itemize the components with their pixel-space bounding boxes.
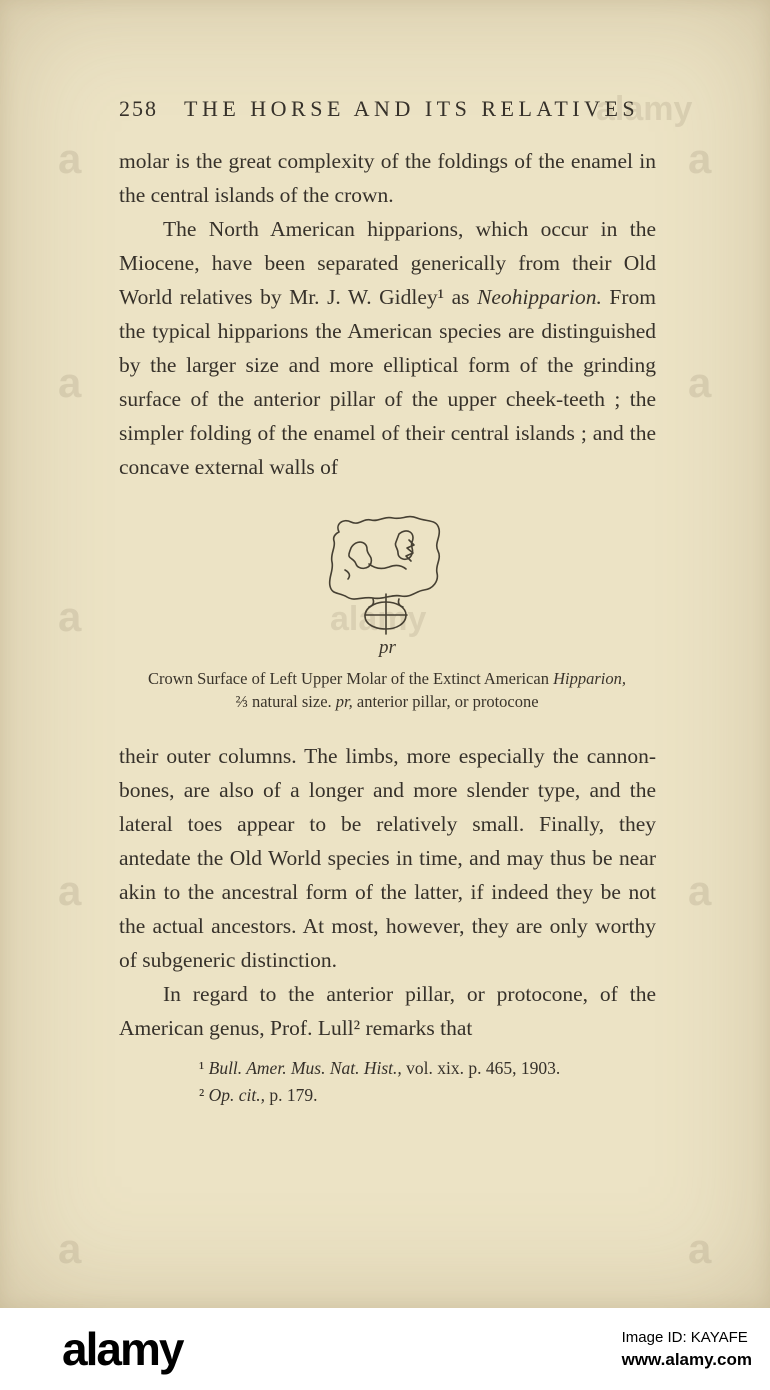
body-text-lower xyxy=(119,739,656,1045)
text-run: In regard to the anterior pillar, or protocone, of the American genus, Prof. Lull² remarks that xyxy=(119,982,656,1040)
text-run: molar is the great complexity of the foldings of the enamel in the central islands of the crown. xyxy=(119,149,656,207)
paragraph xyxy=(119,739,656,977)
molar-figure xyxy=(119,510,656,659)
italic-text-run: Neohipparion. xyxy=(477,285,602,309)
italic-text-run: pr, xyxy=(335,692,353,711)
image-id: Image ID: KAYAFE xyxy=(621,1328,748,1346)
watermark-text: a xyxy=(688,1225,712,1272)
watermark-text: a xyxy=(688,867,712,914)
watermark-text: a xyxy=(688,135,712,182)
italic-text-run: Hipparion, xyxy=(553,669,626,688)
footer-info xyxy=(622,1329,754,1370)
text-run: ⅔ natural size. xyxy=(235,692,336,711)
footnote xyxy=(199,1082,656,1109)
watermark-text: alamy xyxy=(596,90,693,128)
running-title: THE HORSE AND ITS RELATIVES xyxy=(184,96,640,121)
figure-caption-line xyxy=(67,667,707,690)
italic-text-run: Op. cit., xyxy=(208,1085,266,1105)
watermark-text: a xyxy=(688,359,712,406)
text-run: vol. xix. p. 465, 1903. xyxy=(401,1058,561,1078)
text-run: their outer columns. The limbs, more especially the cannon-bones, are also of a longer and more slender type, and the lateral toes appear to be relatively small. Finally, they antedate the Old World species in time, and may thus be near akin to the ancestral form of the latter, if indeed they be not the actual ancestors. At most, however, they are only worthy of subgeneric distinction. xyxy=(119,744,656,972)
text-run: The North American hipparions, which occur in the Miocene, have been separated generically from their Old World relatives by Mr. J. W. Gidley¹ as xyxy=(119,217,656,309)
paragraph xyxy=(119,977,656,1045)
watermark-text: a xyxy=(58,359,82,406)
watermark-text: a xyxy=(58,593,82,640)
watermark-text: a xyxy=(58,135,82,182)
figure-label: pr xyxy=(379,637,396,658)
text-run: anterior pillar, or protocone xyxy=(352,692,539,711)
italic-text-run: Bull. Amer. Mus. Nat. Hist., xyxy=(208,1058,402,1078)
watermark-text: alamy xyxy=(330,600,427,638)
alamy-url: www.alamy.com xyxy=(621,1349,752,1369)
paragraph xyxy=(119,212,656,484)
alamy-footer-bar xyxy=(0,1308,770,1390)
page-content xyxy=(119,96,656,1109)
body-text-upper xyxy=(119,144,656,484)
footnotes xyxy=(199,1055,656,1109)
paragraph xyxy=(119,144,656,212)
watermark-text: a xyxy=(58,867,82,914)
alamy-logo: alamy xyxy=(62,1323,183,1375)
page-number: 258 xyxy=(119,96,158,121)
text-run: Crown Surface of Left Upper Molar of the Extinct American xyxy=(148,669,554,688)
text-run: ¹ xyxy=(199,1058,209,1078)
page-header xyxy=(119,96,656,122)
molar-crown-drawing xyxy=(303,510,473,638)
footnote xyxy=(199,1055,656,1082)
text-run: From the typical hipparions the American species are distinguished by the larger size and more elliptical form of the grinding surface of the anterior pillar of the upper cheek-teeth ; the simpler folding of the enamel of their central islands ; and the concave external walls of xyxy=(119,285,656,479)
figure-caption-line xyxy=(67,690,707,713)
text-run: ² xyxy=(199,1085,209,1105)
watermark-text: a xyxy=(58,1225,82,1272)
text-run: p. 179. xyxy=(265,1085,318,1105)
figure-caption xyxy=(67,667,707,713)
